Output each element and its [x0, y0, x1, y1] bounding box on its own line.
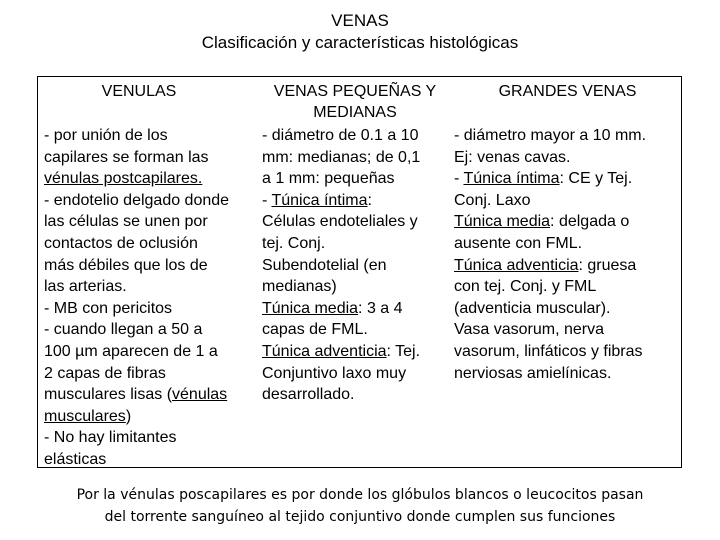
- text-line: [44, 147, 256, 169]
- text-line: [454, 190, 681, 212]
- text-line: [44, 125, 256, 147]
- text-segment: - endotelio delgado donde: [44, 191, 230, 209]
- title-line-1: VENAS: [331, 11, 389, 30]
- text-segment: capas de FML.: [262, 321, 368, 339]
- text-segment: (adventicia muscular).: [454, 299, 611, 317]
- text-segment: : delgada o: [550, 213, 630, 231]
- text-segment: 100 µm aparecen de 1 a: [44, 342, 218, 360]
- text-line: [262, 384, 448, 406]
- text-line: [44, 276, 256, 298]
- footnote-line-1: Por la vénulas poscapilares es por donde los glóbulos blancos o leucocitos pasan: [76, 487, 644, 503]
- text-segment: con tej. Conj. y FML: [454, 278, 597, 296]
- footnote-line-2: del torrente sanguíneo al tejido conjuntivo donde cumplen sus funciones: [104, 509, 616, 525]
- text-line: [454, 233, 681, 255]
- text-segment: : Tej.: [386, 342, 421, 360]
- page-title: [0, 10, 720, 54]
- text-segment: : gruesa: [578, 256, 637, 274]
- text-line: [44, 255, 256, 277]
- text-line: [454, 363, 681, 385]
- text-line: [454, 298, 681, 320]
- text-segment: -: [454, 170, 464, 188]
- text-line: [454, 168, 681, 190]
- underlined-term: Túnica adventicia: [262, 342, 387, 360]
- text-line: [44, 168, 256, 190]
- text-line: [262, 233, 448, 255]
- text-line: [44, 384, 256, 406]
- text-segment: - diámetro mayor a 10 mm.: [454, 127, 647, 144]
- veins-table: [37, 76, 682, 468]
- text-segment: : CE y Tej.: [559, 170, 633, 188]
- text-line: [44, 190, 256, 212]
- text-line: [454, 211, 681, 233]
- text-segment: - diámetro de 0.1 a 10: [262, 127, 419, 144]
- text-line: [262, 319, 448, 341]
- underlined-term: musculares: [44, 407, 126, 425]
- text-segment: las arterias.: [44, 278, 127, 296]
- text-segment: Conjuntivo laxo muy: [262, 364, 407, 382]
- text-segment: desarrollado.: [262, 386, 355, 404]
- column-body: [262, 125, 448, 406]
- column-venas-pequenas-medianas: [256, 77, 448, 467]
- text-segment: Conj. Laxo: [454, 191, 531, 209]
- underlined-term: Túnica adventicia: [454, 256, 579, 274]
- underlined-term: Túnica media: [262, 299, 359, 317]
- text-segment: - MB con pericitos: [44, 299, 173, 317]
- text-line: [262, 363, 448, 385]
- text-segment: :: [367, 191, 372, 209]
- text-segment: a 1 mm: pequeñas: [262, 170, 395, 188]
- text-line: [262, 341, 448, 363]
- text-line: [44, 211, 256, 233]
- text-segment: las células se unen por: [44, 213, 208, 231]
- underlined-term: Túnica íntima: [463, 170, 560, 188]
- text-segment: medianas): [262, 278, 337, 296]
- text-line: [262, 255, 448, 277]
- text-segment: Células endoteliales y: [262, 213, 418, 231]
- text-segment: nerviosas amielínicas.: [454, 364, 612, 382]
- text-line: [44, 341, 256, 363]
- text-line: [262, 190, 448, 212]
- text-segment: musculares lisas (: [44, 386, 173, 404]
- text-segment: contactos de oclusión: [44, 234, 198, 252]
- column-header: VENULAS: [101, 83, 177, 100]
- text-segment: 2 capas de fibras: [44, 364, 166, 382]
- text-segment: - No hay limitantes: [44, 429, 177, 447]
- text-segment: elásticas: [44, 450, 107, 468]
- text-segment: vasorum, linfáticos y fibras: [454, 342, 643, 360]
- text-segment: - cuando llegan a 50 a: [44, 321, 203, 339]
- text-segment: Subendotelial (en: [262, 256, 387, 274]
- text-line: [454, 147, 681, 169]
- text-segment: tej. Conj.: [262, 234, 326, 252]
- text-segment: -: [262, 191, 272, 209]
- text-segment: Ej: venas cavas.: [454, 148, 571, 166]
- text-line: [44, 363, 256, 385]
- text-segment: capilares se forman las: [44, 148, 209, 166]
- text-line: [262, 147, 448, 169]
- text-segment: ausente con FML.: [454, 234, 583, 252]
- text-line: [454, 125, 681, 147]
- text-segment: : 3 a 4: [358, 299, 403, 317]
- text-segment: Vasa vasorum, nerva: [454, 321, 604, 339]
- text-line: [44, 233, 256, 255]
- text-line: [454, 341, 681, 363]
- text-line: [44, 449, 256, 471]
- column-body: [44, 125, 256, 471]
- underlined-term: Túnica íntima: [271, 191, 368, 209]
- underlined-term: vénulas postcapilares.: [44, 170, 203, 188]
- column-body: [454, 125, 681, 384]
- text-segment: más débiles que los de: [44, 256, 208, 274]
- column-header: VENAS PEQUEÑAS Y MEDIANAS: [273, 83, 437, 121]
- text-line: [262, 276, 448, 298]
- text-segment: ): [125, 407, 132, 425]
- underlined-term: Túnica media: [454, 213, 551, 231]
- text-line: [454, 255, 681, 277]
- footnote: [0, 484, 720, 528]
- text-line: [44, 319, 256, 341]
- column-header: GRANDES VENAS: [498, 83, 637, 100]
- text-line: [44, 406, 256, 428]
- text-line: [262, 168, 448, 190]
- text-segment: - por unión de los: [44, 127, 168, 144]
- text-line: [44, 427, 256, 449]
- text-line: [262, 298, 448, 320]
- text-line: [262, 125, 448, 147]
- text-line: [262, 211, 448, 233]
- text-line: [454, 319, 681, 341]
- text-line: [44, 298, 256, 320]
- column-grandes-venas: [448, 77, 681, 467]
- underlined-term: vénulas: [172, 386, 228, 404]
- text-line: [454, 276, 681, 298]
- title-line-2: Clasificación y características histológicas: [201, 33, 519, 52]
- column-venulas: [38, 77, 256, 467]
- text-segment: mm: medianas; de 0,1: [262, 148, 421, 166]
